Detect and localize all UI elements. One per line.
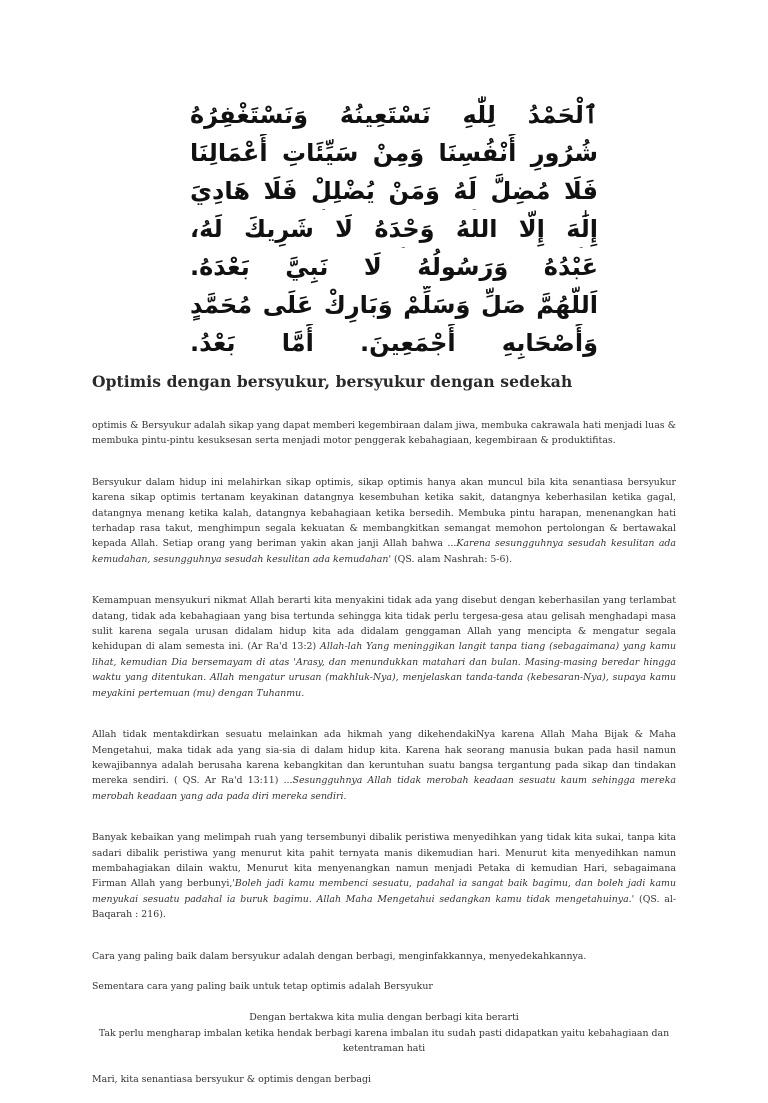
paragraph-4-quote: Sesungguhnya Allah tidak merobah keadaan sesuatu kaum sehingga mereka merobah keadaan yang ada pada diri mereka sendiri. (92, 775, 676, 802)
paragraph-3-quote: Allah-lah Yang meninggikan langit tanpa tiang (sebagaimana) yang kamu lihat, kemudian Dia bersemayam di atas 'Arasy, dan menundukkan matahari dan bulan. Masing-masing beredar hingga waktu yang ditentukan. Allah mengatur urusan (makhluk-Nya), menjelaskan tanda-tanda (kebesaran-Nya), supaya kamu meyakini pertemuan (mu) dengan Tuhanmu. (92, 641, 676, 699)
arabic-line: اَللَّهُمَّ صَلِّ وَسَلِّمْ وَبَارِكْ عَلَى مُحَمَّدٍ (190, 291, 598, 319)
paragraph-3 (92, 593, 676, 701)
arabic-calligraphy-image (190, 92, 598, 364)
arabic-line: وَأَصْحَابِهِ أَجْمَعِينَ. أَمَّا بَعْدُ. (190, 329, 598, 357)
paragraph-4 (92, 727, 676, 804)
arabic-text (190, 92, 598, 366)
paragraph-6: Cara yang paling baik dalam bersyukur adalah dengan berbagi, menginfakkannya, menyedekahkannya. (92, 950, 587, 962)
paragraph-5-quote: 'Boleh jadi kamu membenci sesuatu, padahal ia sangat baik bagimu, dan boleh jadi kamu menyukai sesuatu padahal ia buruk bagimu. Allah Maha Mengetahui sedangkan kamu tidak mengetahuinya.' (92, 878, 676, 905)
paragraph-5-ref: (QS. al-Baqarah : 216). (92, 893, 676, 921)
centered-line-1: Dengan bertakwa kita mulia dengan berbagi kita berarti (249, 1012, 519, 1024)
paragraph-1: optimis & Bersyukur adalah sikap yang dapat memberi kegembiraan dalam jiwa, membuka cakrawala hati menjadi luas & membuka pintu-pintu kesuksesan serta menjadi motor penggerak kebahagiaan, kegembiraan & produktifitas. (92, 420, 676, 447)
paragraph-8: Mari, kita senantiasa bersyukur & optimis dengan berbagi (92, 1073, 371, 1085)
paragraph-7: Sementara cara yang paling baik untuk tetap optimis adalah Bersyukur (92, 981, 433, 993)
paragraph-2-quote: Karena sesungguhnya sesudah kesulitan ada kemudahan, sesungguhnya sesudah kesulitan ada kemudahan' (92, 538, 676, 565)
paragraph-5 (92, 830, 676, 922)
paragraph-2-ref: (QS. alam Nashrah: 5-6). (391, 553, 513, 565)
arabic-line: شُرُورِ أَنْفُسِنَا وَمِنْ سَيِّئَاتِ أَعْمَالِنَا (190, 139, 598, 167)
article-title: Optimis dengan bersyukur, bersyukur dengan sedekah (92, 372, 573, 391)
arabic-line: إِلَٰهَ إِلَّا اللهُ وَحْدَهُ لَا شَرِيكَ لَهُ، (190, 215, 598, 243)
arabic-line: عَبْدُهُ وَرَسُولُهُ لَا نَبِيَّ بَعْدَهُ. (190, 253, 598, 281)
arabic-line: ٱلْحَمْدُ لِلَّٰهِ نَسْتَعِينُهُ وَنَسْتَغْفِرُهُ (190, 101, 598, 129)
paragraph-3-text: Kemampuan mensyukuri nikmat Allah berarti kita menyakini tidak ada yang disebut dengan keberhasilan yang terlambat datang, tidak ada kebahagiaan yang bisa tertunda sehingga kita tidak perlu tergesa-gesa atau gelisah menghadapi masa sulit karena segala urusan didalam hidup kita ada didalam genggaman Allah yang mencipta & mengatur segala kehidupan di alam semesta ini. (Ar Ra'd 13:2) (92, 595, 676, 653)
article-body (92, 418, 676, 1103)
centered-quote (92, 1010, 676, 1056)
arabic-line: فَلَا مُضِلَّ لَهُ وَمَنْ يُضْلِلْ فَلَا هَادِيَ (190, 177, 598, 205)
paragraph-2 (92, 475, 676, 567)
paragraph-5-text: Banyak kebaikan yang melimpah ruah yang tersembunyi dibalik peristiwa menyedihkan yang tidak kita sukai, tanpa kita sadari dibalik peristiwa yang menurut kita pahit ternyata manis dikemudian hari. Menurut kita menyedihkan namun membahagiakan dilain waktu, Menurut kita menyenangkan namun menjadi Petaka di kemudian Hari, sebagaimana Firman Allah yang berbunyi, (92, 832, 676, 890)
paragraph-2-text: Bersyukur dalam hidup ini melahirkan sikap optimis, sikap optimis hanya akan muncul bila kita senantiasa bersyukur karena sikap optimis tertanam keyakinan datangnya kesembuhan ketika sakit, datangnya keberhasilan ketika gagal, datangnya menang ketika kalah, datangnya kebahagiaan ketika bersedih. Membuka pintu harapan, menenangkan hati terhadap rasa takut, menghimpun segala kekuatan & membangkitkan semangat memohon pertolongan & bertawakal kepada Allah. Setiap orang yang beriman yakin akan janji Allah bahwa ... (92, 476, 676, 550)
centered-line-2: Tak perlu mengharap imbalan ketika hendak berbagi karena imbalan itu sudah pasti didapatkan yaitu kebahagiaan dan ketentraman hati (98, 1027, 670, 1054)
paragraph-4-text: Allah tidak mentakdirkan sesuatu melainkan ada hikmah yang dikehendakiNya karena Allah Maha Bijak & Maha Mengetahui, maka tidak ada yang sia-sia di dalam hidup kita. Karena hak seorang manusia bukan pada hasil namun kewajibannya adalah berusaha karena kebangkitan dan keruntuhan suatu bangsa tergantung pada sikap dan tindakan mereka sendiri. ( QS. Ar Ra'd 13:11) ... (92, 729, 676, 787)
